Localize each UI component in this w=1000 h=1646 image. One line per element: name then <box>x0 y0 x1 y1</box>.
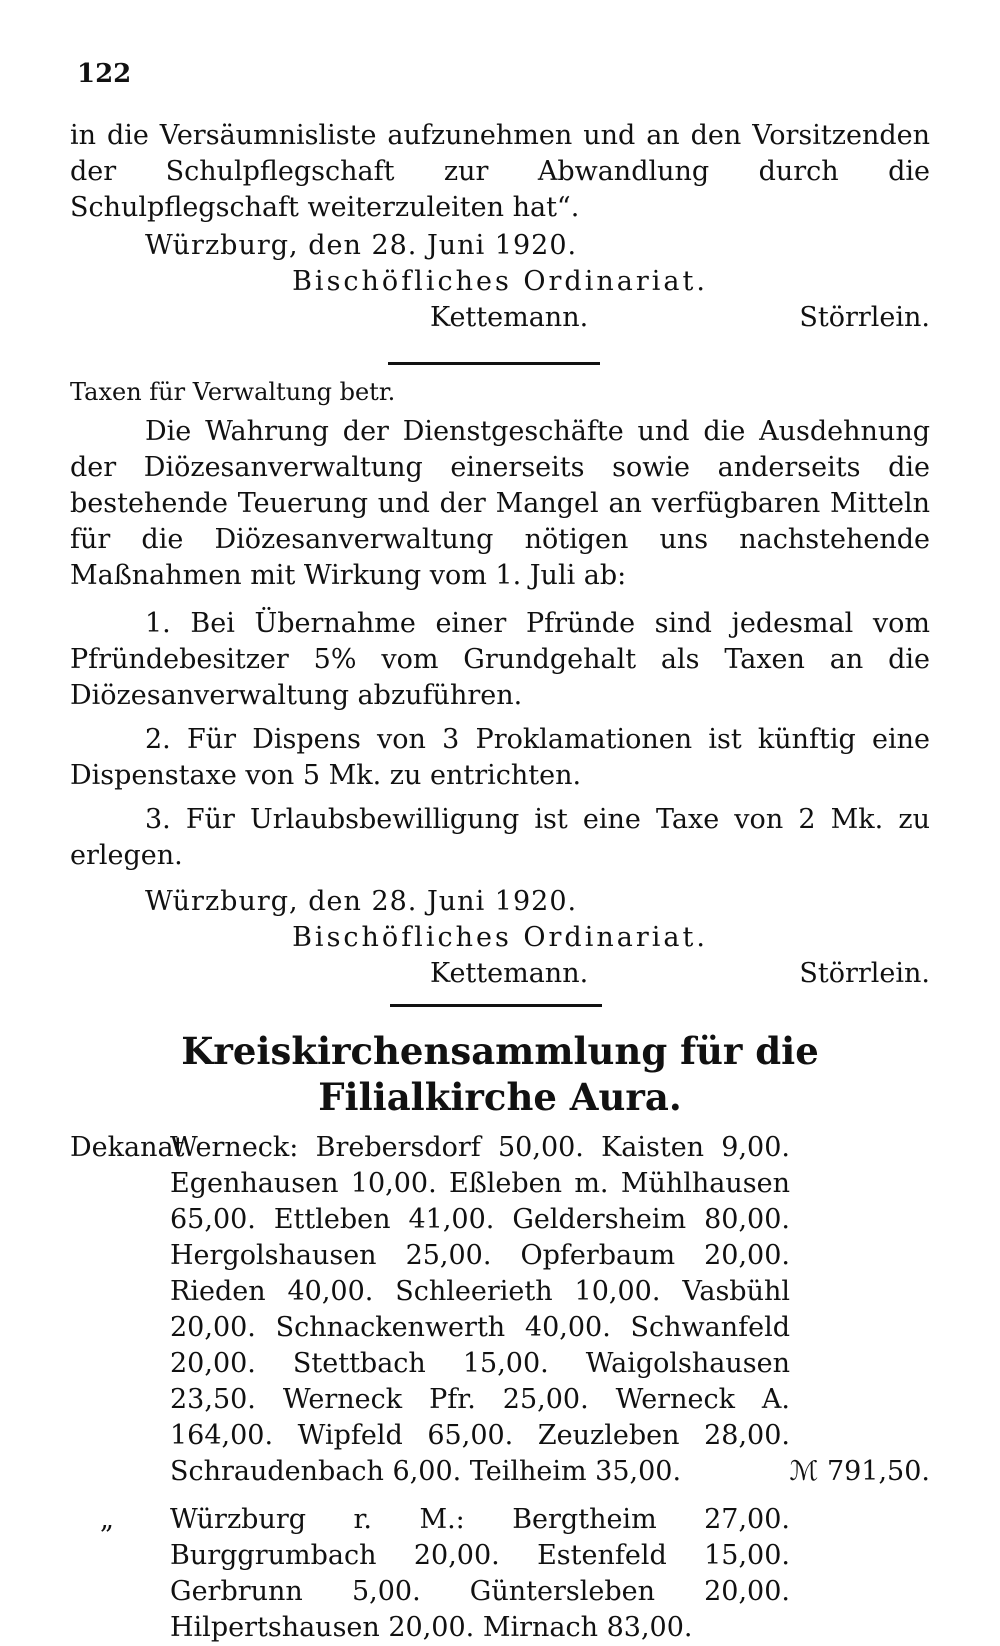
page-number: 122 <box>77 59 132 89</box>
section-collection <box>70 1028 930 1646</box>
section-fees <box>70 374 930 994</box>
entry-text: Würzburg r. M.: Bergtheim 27,00. Burggrumbach 20,00. Estenfeld 15,00. Gerbrunn 5,00. Güntersleben 20,00. Hilpertshausen 20,00. Mirnach 83,00. <box>170 1504 790 1643</box>
entry-label: „ <box>100 1504 114 1535</box>
paragraph: Die Wahrung der Dienstgeschäfte und die Ausdehnung der Diözesanverwaltung einerseits sowie anderseits die bestehende Teuerung und der Mangel an verfügbaren Mitteln für die Diözesanverwaltung nötigen uns nachstehende Maßnahmen mit Wirkung vom 1. Juli ab: <box>70 416 930 591</box>
entry-total: ℳ 791,50. <box>789 1456 930 1487</box>
signature-right: Störrlein. <box>799 302 930 333</box>
divider <box>390 1004 602 1007</box>
entry-text: Werneck: Brebersdorf 50,00. Kaisten 9,00. Egenhausen 10,00. Eßleben m. Mühlhausen 65,00. Ettleben 41,00. Geldersheim 80,00. Hergolshausen 25,00. Opferbaum 20,00. Rieden 40,00. Schleerieth 10,00. Vasbühl 20,00. Schnackenwerth 40,00. Schwanfeld 20,00. Stettbach 15,00. Waigolshausen 23,50. Werneck Pfr. 25,00. Werneck A. 164,00. Wipfeld 65,00. Zeuzleben 28,00. Schraudenbach 6,00. Teilheim 35,00. <box>170 1132 790 1487</box>
divider <box>388 362 600 365</box>
dateline: Würzburg, den 28. Juni 1920. <box>145 886 578 917</box>
section-heading: Taxen für Verwaltung betr. <box>70 378 396 406</box>
section-title: Kreiskirchensammlung für die Filialkirche Aura. <box>181 1029 819 1119</box>
entry-label: Dekanat <box>70 1132 185 1163</box>
signature-left: Kettemann. <box>430 302 589 333</box>
authority: Bischöfliches Ordinariat. <box>292 922 708 953</box>
list-item <box>70 1130 930 1490</box>
list-item: 3. Für Urlaubsbewilligung ist eine Taxe von 2 Mk. zu erlegen. <box>70 804 930 871</box>
list-item: 1. Bei Übernahme einer Pfründe sind jedesmal vom Pfründebesitzer 5% vom Grundgehalt als Taxen an die Diözesanverwaltung abzuführen. <box>70 608 930 711</box>
list-item: 2. Für Dispens von 3 Proklamationen ist künftig eine Dispenstaxe von 5 Mk. zu entrichten. <box>70 724 930 791</box>
dateline: Würzburg, den 28. Juni 1920. <box>145 230 578 261</box>
signature-left: Kettemann. <box>430 958 589 989</box>
list-item <box>70 1502 930 1646</box>
paragraph: in die Versäumnisliste aufzunehmen und an den Vorsitzenden der Schulpflegschaft zur Abwandlung durch die Schulpflegschaft weiterzuleiten hat“. <box>70 120 930 223</box>
section-attendance <box>70 118 930 338</box>
signatures <box>70 956 930 994</box>
signature-right: Störrlein. <box>799 958 930 989</box>
authority: Bischöfliches Ordinariat. <box>292 266 708 297</box>
signatures <box>70 300 930 338</box>
